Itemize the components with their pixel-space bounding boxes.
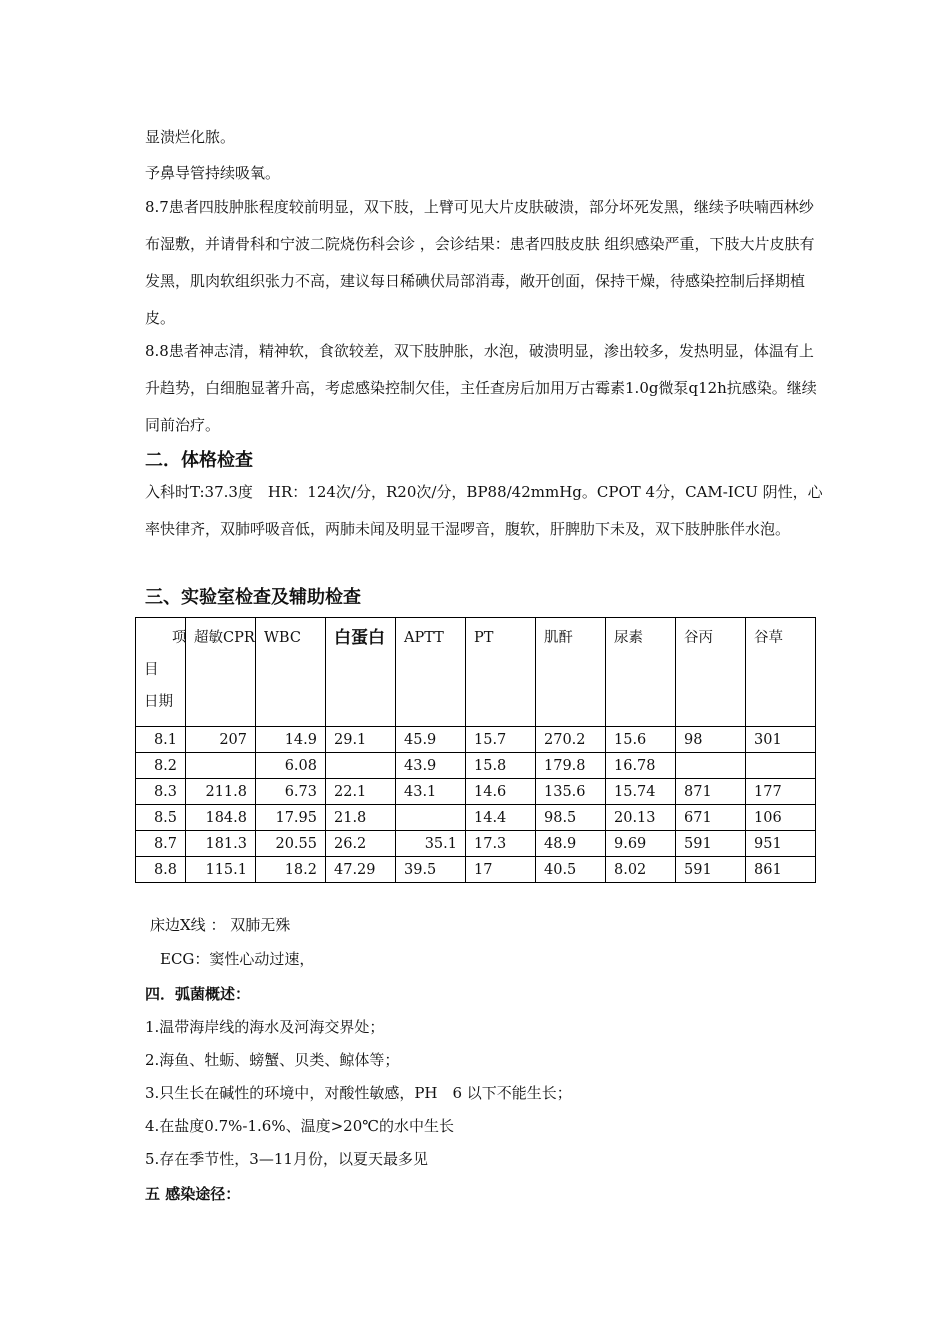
table-cell <box>326 753 396 779</box>
paragraph: 显溃烂化脓。 <box>145 128 236 146</box>
table-row <box>136 779 816 805</box>
section-heading: 四．弧菌概述： <box>145 985 251 1003</box>
table-cell: 14.9 <box>256 727 326 753</box>
corner-label: 目 <box>144 662 159 678</box>
table-cell: 8.2 <box>136 753 186 779</box>
table-cell: 20.13 <box>606 805 676 831</box>
table-row <box>136 753 816 779</box>
corner-label: 日期 <box>144 694 173 710</box>
table-cell: 48.9 <box>536 831 606 857</box>
table-cell: 39.5 <box>396 857 466 883</box>
table-cell: 207 <box>186 727 256 753</box>
table-row <box>136 727 816 753</box>
list-item: 2.海鱼、牡蛎、螃蟹、贝类、鲸体等； <box>145 1051 400 1069</box>
table-row <box>136 857 816 883</box>
table-cell: 8.5 <box>136 805 186 831</box>
table-cell: 35.1 <box>396 831 466 857</box>
column-header: 谷丙 <box>676 618 746 727</box>
table-cell: 15.6 <box>606 727 676 753</box>
table-cell: 43.9 <box>396 753 466 779</box>
table-cell: 43.1 <box>396 779 466 805</box>
table-cell: 14.6 <box>466 779 536 805</box>
table-cell: 8.8 <box>136 857 186 883</box>
paragraph: 8.8患者神志清，精神软，食欲较差，双下肢肿胀，水泡，破溃明显，渗出较多，发热明显，体温有上升趋势，白细胞显著升高，考虑感染控制欠佳，主任查房后加用万古霉素1.0g微泵q12h抗感染。继续同前治疗。 <box>145 342 817 434</box>
table-cell: 8.02 <box>606 857 676 883</box>
list-item: 3.只生长在碱性的环境中，对酸性敏感，PH 6 以下不能生长； <box>145 1084 572 1102</box>
table-cell <box>746 753 816 779</box>
section-heading: 五 感染途径： <box>145 1185 241 1203</box>
table-cell: 17 <box>466 857 536 883</box>
table-row <box>136 831 816 857</box>
table-cell: 16.78 <box>606 753 676 779</box>
table-header-row <box>136 618 816 727</box>
table-cell: 29.1 <box>326 727 396 753</box>
paragraph: 8.7患者四肢肿胀程度较前明显，双下肢，上臂可见大片皮肤破溃，部分坏死发黑，继续予呋喃西林纱布湿敷，并请骨科和宁波二院烧伤科会诊 ，会诊结果：患者四肢皮肤 组织感染严重，下肢大片皮肤有发黑，肌肉软组织张力不高，建议每日稀碘伏局部消毒，敞开创面，保持干燥，待感染控制后择期植皮。 <box>145 198 815 327</box>
table-cell: 18.2 <box>256 857 326 883</box>
table-cell: 184.8 <box>186 805 256 831</box>
table-cell: 45.9 <box>396 727 466 753</box>
ecg-note: ECG：窦性心动过速， <box>160 950 315 968</box>
table-cell: 8.1 <box>136 727 186 753</box>
table-cell: 20.55 <box>256 831 326 857</box>
column-header: WBC <box>256 618 326 727</box>
table-cell: 179.8 <box>536 753 606 779</box>
xray-note: 床边X线 ： 双肺无殊 <box>150 916 291 934</box>
column-header: APTT <box>396 618 466 727</box>
table-cell: 21.8 <box>326 805 396 831</box>
table-cell: 135.6 <box>536 779 606 805</box>
list-item: 4.在盐度0.7%-1.6%、温度>20℃的水中生长 <box>145 1117 455 1135</box>
paragraph: 予鼻导管持续吸氧。 <box>145 164 281 182</box>
table-cell: 861 <box>746 857 816 883</box>
table-cell: 47.29 <box>326 857 396 883</box>
table-cell: 40.5 <box>536 857 606 883</box>
table-cell: 591 <box>676 857 746 883</box>
column-header: 尿素 <box>606 618 676 727</box>
table-cell: 671 <box>676 805 746 831</box>
table-cell: 115.1 <box>186 857 256 883</box>
column-header: 白蛋白 <box>326 618 396 727</box>
column-header: 谷草 <box>746 618 816 727</box>
table-cell: 22.1 <box>326 779 396 805</box>
table-cell: 98.5 <box>536 805 606 831</box>
table-cell: 14.4 <box>466 805 536 831</box>
section-heading: 三、实验室检查及辅助检查 <box>145 587 361 608</box>
table-cell: 6.73 <box>256 779 326 805</box>
table-cell: 15.8 <box>466 753 536 779</box>
table-cell: 17.95 <box>256 805 326 831</box>
table-cell: 591 <box>676 831 746 857</box>
table-cell: 181.3 <box>186 831 256 857</box>
table-cell: 98 <box>676 727 746 753</box>
table-cell: 17.3 <box>466 831 536 857</box>
corner-cell <box>136 618 186 727</box>
table-cell: 15.7 <box>466 727 536 753</box>
corner-label: 项 <box>172 630 187 646</box>
table-cell: 177 <box>746 779 816 805</box>
column-header: 超敏CPR <box>186 618 256 727</box>
table-cell <box>676 753 746 779</box>
table-cell: 15.74 <box>606 779 676 805</box>
table-cell <box>396 805 466 831</box>
table-cell: 8.3 <box>136 779 186 805</box>
table-cell: 951 <box>746 831 816 857</box>
list-item: 5.存在季节性，3—11月份，以夏天最多见 <box>145 1150 428 1168</box>
table-cell: 106 <box>746 805 816 831</box>
table-cell: 871 <box>676 779 746 805</box>
table-row <box>136 805 816 831</box>
table-cell: 8.7 <box>136 831 186 857</box>
column-header: PT <box>466 618 536 727</box>
column-header: 肌酐 <box>536 618 606 727</box>
list-item: 1.温带海岸线的海水及河海交界处； <box>145 1018 385 1036</box>
table-cell: 211.8 <box>186 779 256 805</box>
section-heading: 二．体格检查 <box>145 450 253 471</box>
table-cell: 26.2 <box>326 831 396 857</box>
table-cell <box>186 753 256 779</box>
table-cell: 301 <box>746 727 816 753</box>
exam-text: 入科时T:37.3度 HR：124次/分，R20次/分，BP88/42mmHg。CPOT 4分，CAM-ICU 阴性，心率快律齐，双肺呼吸音低，两肺未闻及明显干湿啰音，腹软，肝脾肋下未及，双下肢肿胀伴水泡。 <box>145 483 823 538</box>
table-cell: 270.2 <box>536 727 606 753</box>
table-cell: 6.08 <box>256 753 326 779</box>
table-cell: 9.69 <box>606 831 676 857</box>
lab-results-table <box>135 617 816 883</box>
